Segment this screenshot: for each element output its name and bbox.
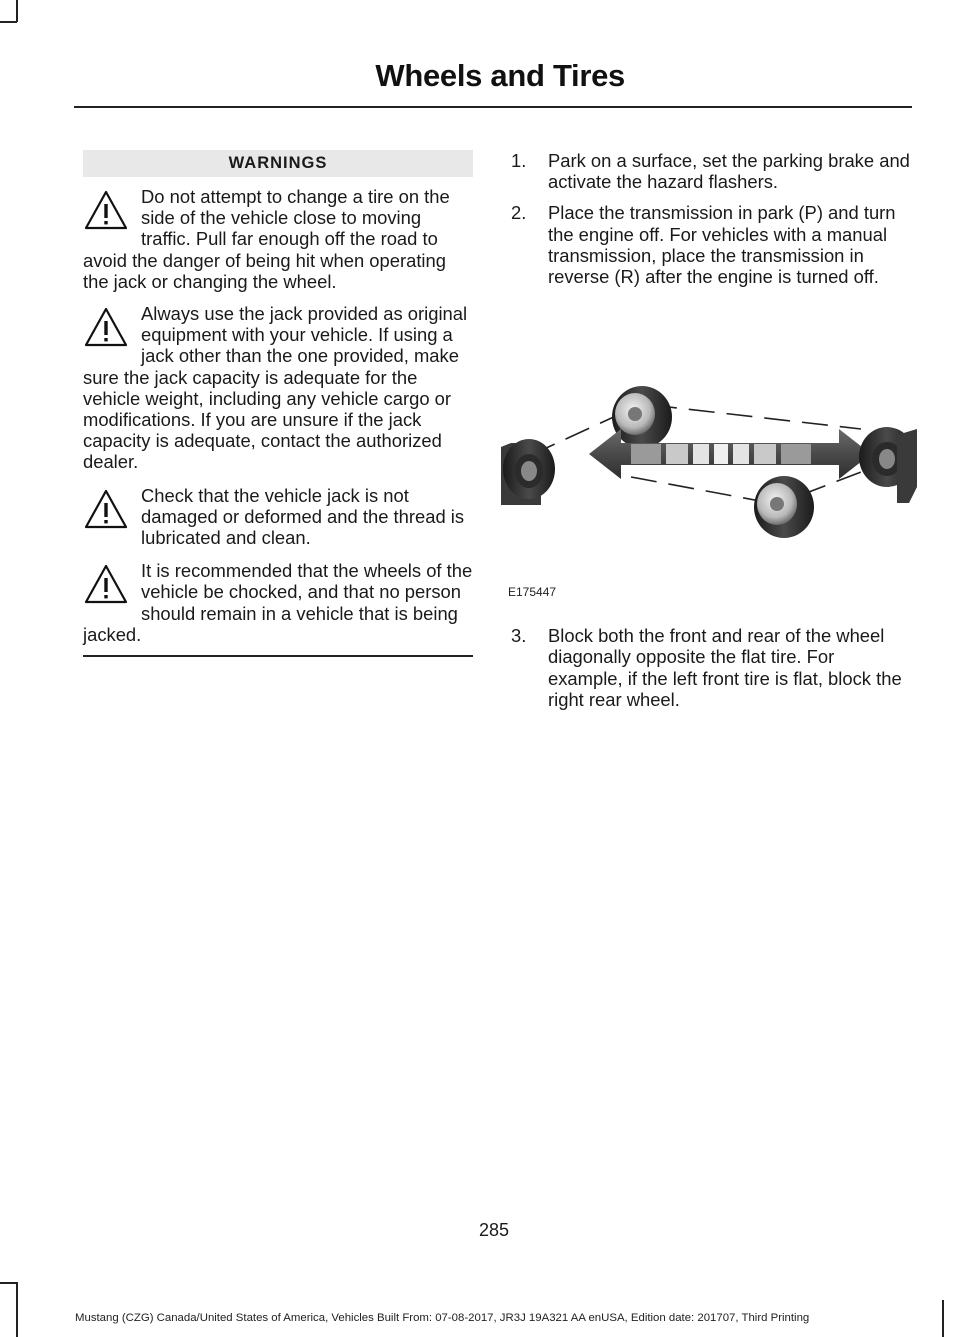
crop-mark — [942, 1300, 944, 1337]
warnings-box — [83, 150, 473, 657]
warning-triangle-icon — [83, 305, 129, 355]
warning-item — [83, 186, 473, 292]
step-text: Place the transmission in park (P) and turn the engine off. For vehicles with a manual transmission, place the transmission in reverse (R) after the engine is turned off. — [548, 202, 896, 288]
step-number: 3. — [511, 625, 527, 647]
wheel-diagram — [501, 317, 917, 607]
warning-text: It is recommended that the wheels of the vehicle be chocked, and that no person should remain in a vehicle that is being jacked. — [83, 560, 473, 645]
warning-text: Always use the jack provided as original equipment with your vehicle. If using a jack other than the one provided, make sure the jack capacity is adequate for the vehicle weight, including any vehicle cargo or modifications. If you are unsure if the jack capacity is adequate, contact the authorized dealer. — [83, 303, 468, 473]
step-item — [511, 150, 911, 192]
warning-item — [83, 560, 473, 645]
tire-rear-left — [503, 439, 555, 499]
step-text: Block both the front and rear of the wheel diagonally opposite the flat tire. For example, if the left front tire is flat, block the right rear wheel. — [548, 625, 902, 710]
crop-mark — [16, 1282, 18, 1337]
crop-mark — [0, 21, 17, 23]
warning-triangle-icon — [83, 188, 129, 238]
step-item — [511, 625, 911, 710]
warning-triangle-icon — [83, 562, 129, 612]
warnings-bottom-rule — [83, 655, 473, 657]
warning-item — [83, 303, 473, 473]
page-number: 285 — [478, 1220, 510, 1240]
footer-text: Mustang (CZG) Canada/United States of America, Vehicles Built From: 07-08-2017, JR3J 19A321 AA enUSA, Edition date: 201707, Third Printing — [75, 1312, 810, 1324]
crop-mark — [16, 0, 18, 22]
step-text: Park on a surface, set the parking brake and activate the hazard flashers. — [548, 150, 910, 193]
tire-rear-right — [754, 476, 814, 538]
page-title: Wheels and Tires — [375, 58, 625, 93]
header-divider — [74, 106, 912, 108]
warning-item — [83, 485, 473, 549]
wheel-chock-right — [897, 429, 917, 503]
figure-code: E175447 — [508, 585, 557, 600]
procedure-steps — [508, 150, 911, 720]
wheel-chock-illustration — [501, 317, 917, 607]
warning-triangle-icon — [83, 487, 129, 537]
warning-text: Check that the vehicle jack is not damaged or deformed and the thread is lubricated and clean. — [141, 484, 465, 549]
crop-mark — [0, 1282, 17, 1284]
step-number: 1. — [511, 150, 527, 171]
warning-text: Do not attempt to change a tire on the side of the vehicle close to moving traffic. Pull far enough off the road to avoid the danger of being hit when operating the jack or changing the wheel. — [83, 186, 450, 292]
step-number: 2. — [511, 202, 527, 224]
warnings-heading: WARNINGS — [83, 150, 473, 177]
step-item — [511, 202, 911, 287]
